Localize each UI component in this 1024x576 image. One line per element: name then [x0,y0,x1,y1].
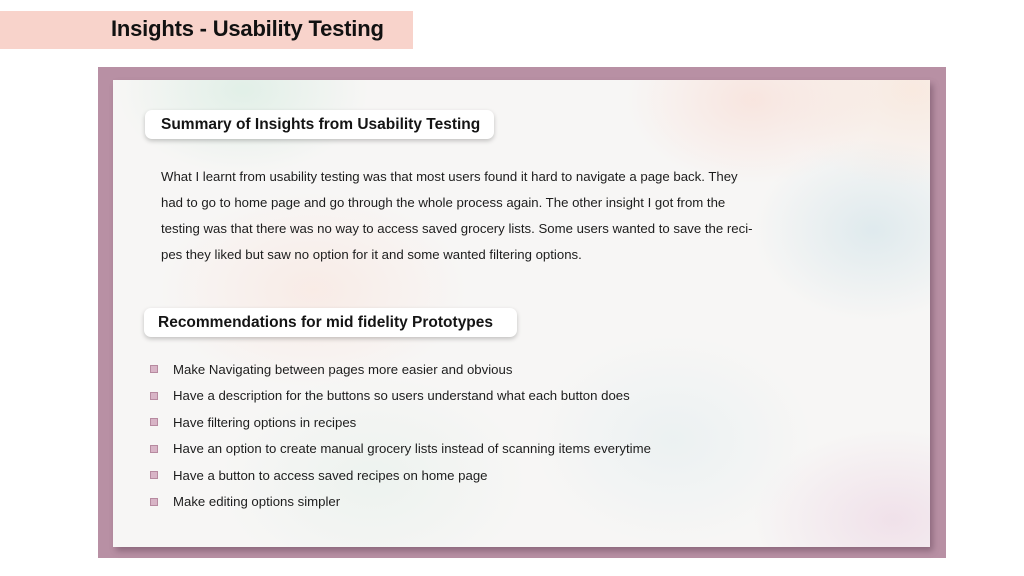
list-item-text: Have filtering options in recipes [173,414,357,430]
list-item-text: Make editing options simpler [173,494,341,510]
square-bullet-icon [150,418,158,426]
recommendations-list [150,356,651,515]
list-item [150,383,651,410]
summary-line: pes they liked but saw no option for it and some wanted filtering options. [161,247,582,262]
square-bullet-icon [150,445,158,453]
list-item-text: Have an option to create manual grocery lists instead of scanning items everytime [173,441,651,457]
summary-heading: Summary of Insights from Usability Testing [145,110,494,139]
summary-line: What I learnt from usability testing was that most users found it hard to navigate a page back. They [161,169,738,184]
slide-title: Insights - Usability Testing [111,16,384,41]
square-bullet-icon [150,392,158,400]
summary-line: testing was that there was no way to access saved grocery lists. Some users wanted to save the reci- [161,221,753,236]
list-item [150,462,651,489]
list-item [150,356,651,383]
list-item-text: Have a button to access saved recipes on home page [173,467,488,483]
square-bullet-icon [150,365,158,373]
list-item-text: Have a description for the buttons so users understand what each button does [173,388,630,404]
square-bullet-icon [150,471,158,479]
list-item [150,409,651,436]
list-item [150,489,651,516]
summary-paragraph [161,164,771,268]
square-bullet-icon [150,498,158,506]
list-item [150,436,651,463]
summary-line: had to go to home page and go through the whole process again. The other insight I got from the [161,195,726,210]
list-item-text: Make Navigating between pages more easier and obvious [173,361,513,377]
recommendations-heading: Recommendations for mid fidelity Prototypes [144,308,517,337]
